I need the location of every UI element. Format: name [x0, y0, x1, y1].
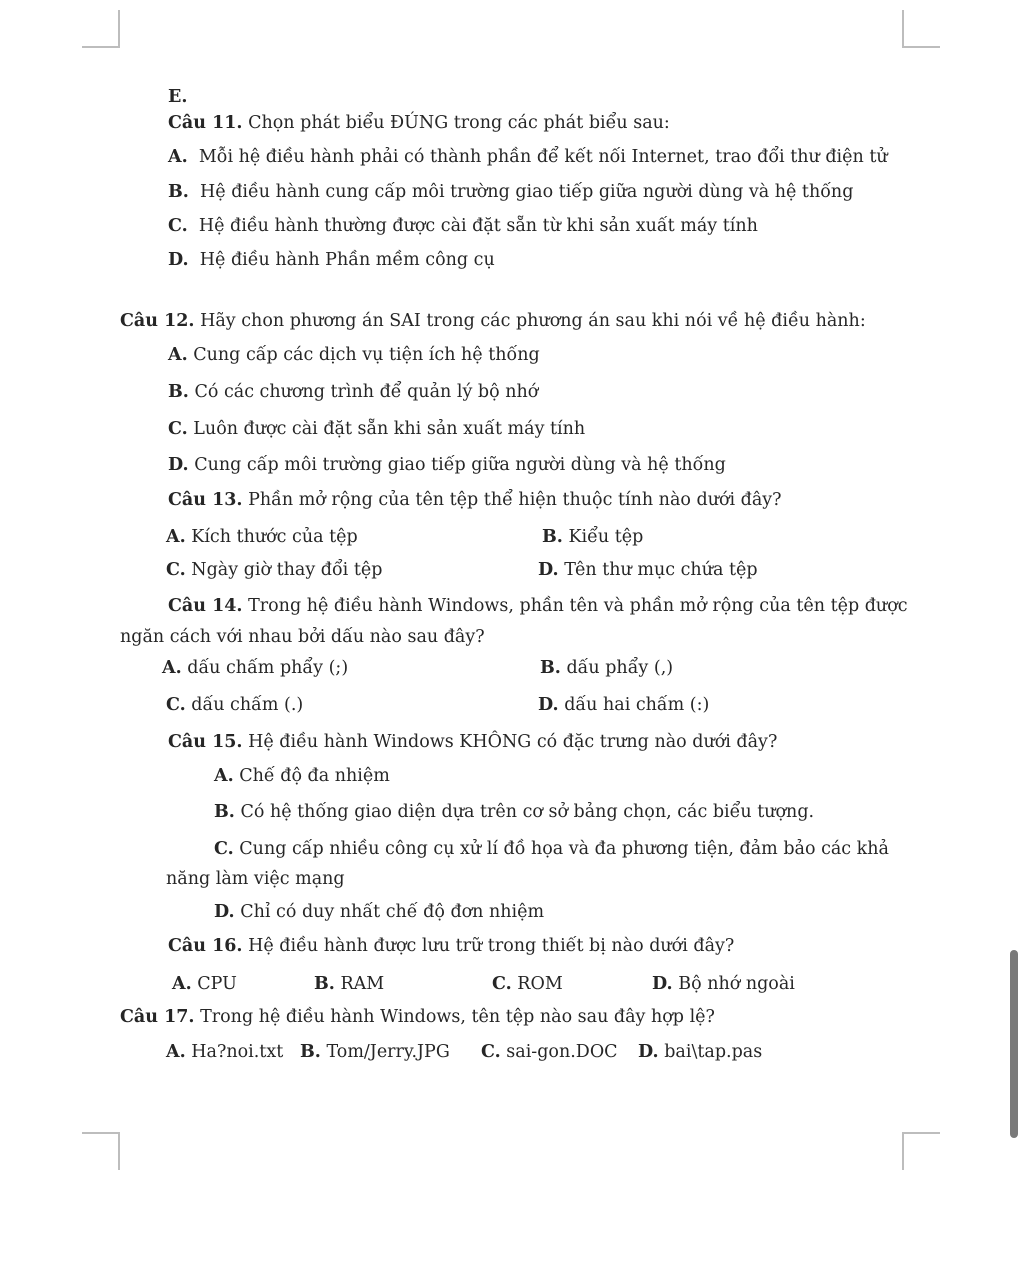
option-letter: B. [168, 182, 189, 202]
question-text: Hệ điều hành được lưu trữ trong thiết bị nào dưới đây? [248, 936, 735, 956]
q15-option-a [214, 765, 390, 787]
question-13 [168, 489, 782, 511]
option-letter: C. [166, 560, 186, 580]
previous-option-e: E. [168, 87, 188, 107]
option-letter: A. [162, 658, 182, 678]
question-11 [168, 112, 670, 134]
question-16 [168, 935, 734, 957]
crop-mark-top-left [82, 46, 120, 48]
option-text: Kích thước của tệp [191, 527, 358, 547]
option-letter: B. [214, 802, 235, 822]
q12-option-a [168, 344, 540, 366]
option-text: Tom/Jerry.JPG [326, 1042, 450, 1062]
option-letter: D. [638, 1042, 659, 1062]
q14-option-d [538, 694, 709, 716]
option-letter: A. [166, 527, 186, 547]
question-label: Câu 15. [168, 732, 243, 752]
option-letter: C. [214, 839, 234, 859]
option-letter: C. [168, 419, 188, 439]
question-label: Câu 17. [120, 1007, 195, 1027]
option-letter: D. [168, 455, 189, 475]
option-letter: B. [540, 658, 561, 678]
question-text: ngăn cách với nhau bởi dấu nào sau đây? [120, 627, 485, 647]
question-label: Câu 13. [168, 490, 243, 510]
question-14 [168, 595, 908, 617]
option-letter: B. [542, 527, 563, 547]
option-letter: D. [538, 695, 559, 715]
option-letter: B. [300, 1042, 321, 1062]
option-text: Có hệ thống giao diện dựa trên cơ sở bảng chọn, các biểu tượng. [240, 802, 815, 822]
option-text: dấu chấm phẩy (;) [187, 658, 349, 678]
option-text: RAM [340, 974, 385, 994]
option-letter: D. [652, 974, 673, 994]
q14-option-c [166, 694, 303, 716]
q13-option-b [542, 526, 643, 548]
option-text: năng làm việc mạng [166, 869, 345, 889]
option-text: dấu hai chấm (:) [564, 695, 710, 715]
option-letter: D. [214, 902, 235, 922]
option-text: Bộ nhớ ngoài [678, 974, 795, 994]
q15-option-c [214, 838, 889, 860]
q13-option-d [538, 559, 758, 581]
vertical-scrollbar[interactable] [1010, 950, 1018, 1138]
option-text: bai\tap.pas [664, 1042, 763, 1062]
question-text: Trong hệ điều hành Windows, phần tên và phần mở rộng của tên tệp được [248, 596, 908, 616]
option-text: Cung cấp môi trường giao tiếp giữa người dùng và hệ thống [194, 455, 726, 475]
crop-mark-bottom-left [82, 1132, 120, 1134]
question-text: Phần mở rộng của tên tệp thể hiện thuộc tính nào dưới đây? [248, 490, 782, 510]
question-17 [120, 1006, 715, 1028]
q12-option-c [168, 418, 585, 440]
option-text: CPU [197, 974, 237, 994]
crop-mark-top-right [902, 46, 940, 48]
option-letter: A. [166, 1042, 186, 1062]
option-letter: D. [538, 560, 559, 580]
q13-option-c [166, 559, 382, 581]
option-text: Luôn được cài đặt sẵn khi sản xuất máy tính [193, 419, 586, 439]
question-label: Câu 11. [168, 113, 243, 133]
option-text: Chế độ đa nhiệm [239, 766, 390, 786]
option-text: Ha?noi.txt [191, 1042, 284, 1062]
option-text: Mỗi hệ điều hành phải có thành phần để kết nối Internet, trao đổi thư điện tử [198, 147, 888, 167]
option-text: Ngày giờ thay đổi tệp [191, 560, 383, 580]
option-letter: B. [168, 382, 189, 402]
q11-option-a [168, 146, 888, 168]
q14-option-b [540, 657, 673, 679]
option-text: sai-gon.DOC [506, 1042, 618, 1062]
question-text: Chọn phát biểu ĐÚNG trong các phát biểu sau: [248, 113, 670, 133]
q11-option-c [168, 215, 758, 237]
option-text: Hệ điều hành cung cấp môi trường giao tiếp giữa người dùng và hệ thống [200, 182, 854, 202]
q17-option-c [481, 1041, 618, 1063]
option-text: dấu phẩy (,) [566, 658, 674, 678]
question-label: Câu 14. [168, 596, 243, 616]
option-letter: A. [168, 147, 188, 167]
question-text: Trong hệ điều hành Windows, tên tệp nào sau đây hợp lệ? [200, 1007, 715, 1027]
crop-mark-top-left [118, 10, 120, 48]
option-text: Cung cấp các dịch vụ tiện ích hệ thống [193, 345, 540, 365]
option-text: dấu chấm (.) [191, 695, 304, 715]
q15-option-b [214, 801, 814, 823]
option-text: Tên thư mục chứa tệp [564, 560, 758, 580]
option-letter: C. [168, 216, 188, 236]
q17-option-d [638, 1041, 762, 1063]
option-text: Hệ điều hành Phần mềm công cụ [199, 250, 495, 270]
q17-option-a [166, 1041, 283, 1063]
question-text: Hệ điều hành Windows KHÔNG có đặc trưng nào dưới đây? [248, 732, 778, 752]
question-12 [120, 310, 866, 332]
option-text: Chỉ có duy nhất chế độ đơn nhiệm [240, 902, 545, 922]
q11-option-b [168, 181, 853, 203]
option-text: Kiểu tệp [568, 527, 644, 547]
option-letter: B. [314, 974, 335, 994]
question-14-cont [120, 626, 485, 648]
crop-mark-top-right [902, 10, 904, 48]
option-text: Có các chương trình để quản lý bộ nhớ [194, 382, 539, 402]
question-label: Câu 16. [168, 936, 243, 956]
q16-option-c [492, 973, 563, 995]
q15-option-d [214, 901, 544, 923]
question-15 [168, 731, 777, 753]
option-letter: C. [492, 974, 512, 994]
question-text: Hãy chon phương án SAI trong các phương án sau khi nói về hệ điều hành: [200, 311, 866, 331]
option-letter: C. [166, 695, 186, 715]
q12-option-b [168, 381, 538, 403]
option-letter: D. [168, 250, 189, 270]
option-letter: A. [168, 345, 188, 365]
q12-option-d [168, 454, 726, 476]
crop-mark-bottom-right [902, 1132, 940, 1134]
q16-option-a [172, 973, 237, 995]
q13-option-a [166, 526, 358, 548]
q16-option-b [314, 973, 384, 995]
question-label: Câu 12. [120, 311, 195, 331]
q17-option-b [300, 1041, 450, 1063]
option-letter: C. [481, 1042, 501, 1062]
option-text: Hệ điều hành thường được cài đặt sẵn từ khi sản xuất máy tính [198, 216, 758, 236]
option-letter: A. [172, 974, 192, 994]
q16-option-d [652, 973, 795, 995]
option-text: Cung cấp nhiều công cụ xử lí đồ họa và đa phương tiện, đảm bảo các khả [239, 839, 889, 859]
crop-mark-bottom-right [902, 1132, 904, 1170]
q14-option-a [162, 657, 348, 679]
q11-option-d [168, 249, 495, 271]
option-text: ROM [517, 974, 563, 994]
option-letter: A. [214, 766, 234, 786]
q15-option-c-cont [166, 868, 345, 890]
crop-mark-bottom-left [118, 1132, 120, 1170]
